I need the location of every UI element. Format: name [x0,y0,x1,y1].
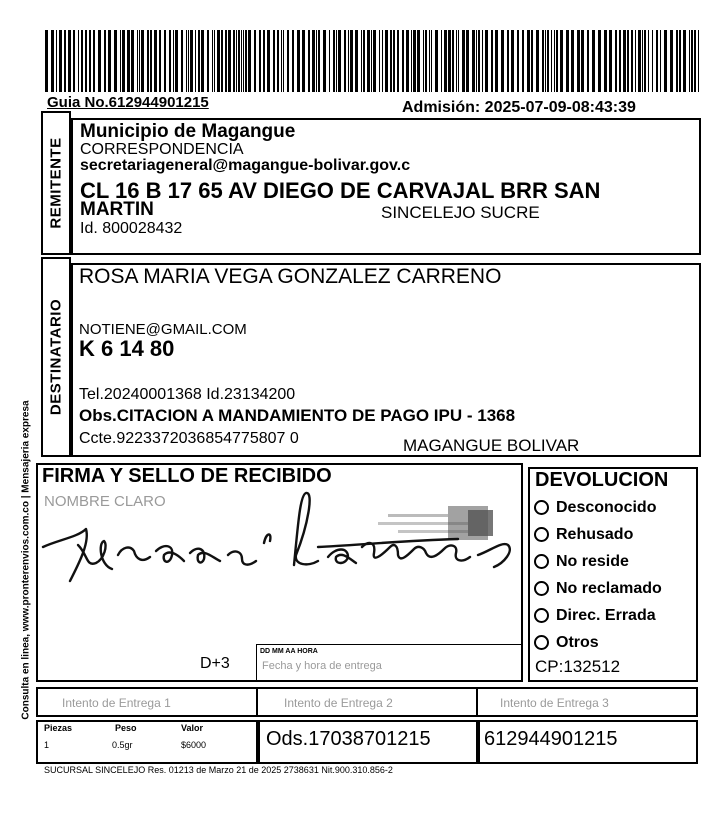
sender-name: Municipio de Magangue [80,121,296,142]
postal-code: CP:132512 [535,657,621,676]
recipient-city: MAGANGUE BOLIVAR [403,436,580,455]
barcode-bar [93,30,95,92]
barcode-bar [417,30,420,92]
barcode-bar [363,30,365,92]
sender-address-line2: MARTIN [80,199,154,220]
barcode-bar [604,30,607,92]
devolucion-title: DEVOLUCION [535,469,669,491]
barcode-bar [554,30,555,92]
barcode-bar [652,30,653,92]
barcode-bar [348,30,349,92]
barcode-bar [435,30,438,92]
barcode-bar [127,30,130,92]
barcode-bar [656,30,658,92]
barcode-bar [527,30,530,92]
barcode-bar [147,30,149,92]
barcode-bar [308,30,310,92]
barcode-bar [598,30,601,92]
barcode-bar [642,30,643,92]
barcode-bar [236,30,237,92]
barcode-bar [423,30,424,92]
barcode-bar [413,30,416,92]
barcode-bar [566,30,569,92]
barcode-bar [536,30,539,92]
barcode-bar [482,30,483,92]
sender-address-line1: CL 16 B 17 65 AV DIEGO DE CARVAJAL BRR SAN [80,178,601,203]
barcode-bar [243,30,244,92]
barcode-bar [660,30,661,92]
weight-header: Peso [115,723,137,733]
barcode-bar [238,30,240,92]
barcode-bar [551,30,552,92]
divider [256,687,258,717]
barcode-bar [648,30,649,92]
barcode-bar [531,30,533,92]
barcode-bar [402,30,404,92]
date-fields-label: DD MM AA HORA [260,648,318,655]
barcode-bar [406,30,409,92]
barcode-bar [245,30,247,92]
barcode-bar [120,30,121,92]
signature-title: FIRMA Y SELLO DE RECIBIDO [42,465,332,487]
barcode-bar [444,30,447,92]
attempt-1: Intento de Entrega 1 [62,696,171,710]
barcode-bar [297,30,300,92]
option-rehusado[interactable]: Rehusado [534,521,662,548]
barcode-bar [623,30,626,92]
barcode-bar [159,30,161,92]
barcode-bar [670,30,673,92]
barcode-bar [587,30,589,92]
barcode-bar [259,30,261,92]
barcode-bar [139,30,140,92]
barcode-bar [429,30,430,92]
barcode-bar [547,30,549,92]
barcode-bar [371,30,372,92]
barcode-bar [292,30,294,92]
barcode-bar [333,30,335,92]
barcode-bar [122,30,125,92]
radio-circle-icon [534,608,549,623]
barcode-bar [164,30,166,92]
attempt-2: Intento de Entrega 2 [284,696,393,710]
barcode-bar [425,30,427,92]
barcode-bar [68,30,71,92]
barcode-bar [207,30,209,92]
barcode-bar [316,30,317,92]
barcode-bar [201,30,204,92]
option-desconocido[interactable]: Desconocido [534,494,662,521]
d-plus-3: D+3 [200,655,230,672]
barcode-bar [485,30,488,92]
barcode-bar [679,30,681,92]
barcode-bar [190,30,193,92]
tracking-number: 612944901215 [484,728,618,750]
barcode-bar [336,30,337,92]
barcode-bar [64,30,66,92]
barcode-bar [212,30,213,92]
ods-number: Ods.17038701215 [266,728,431,750]
barcode-bar [458,30,459,92]
barcode-bar [85,30,87,92]
barcode-bar [273,30,275,92]
sender-email: secretariageneral@magangue-bolivar.gov.c [80,157,411,174]
value-header: Valor [181,723,204,733]
recipient-address: K 6 14 80 [79,336,175,361]
barcode-bar [173,30,174,92]
barcode-bar [431,30,432,92]
barcode-bar [638,30,641,92]
barcode-bar [581,30,584,92]
barcode-bar [382,30,383,92]
barcode-bar [393,30,395,92]
radio-circle-icon [534,554,549,569]
barcode-bar [344,30,346,92]
barcode-bar [312,30,315,92]
barcode-bar [350,30,353,92]
barcode-bar [501,30,504,92]
barcode-bar [491,30,493,92]
recipient-ccte: Ccte.9223372036854775807 0 [79,430,299,447]
barcode-bar [698,30,699,92]
barcode-bar [150,30,152,92]
handwritten-signature [38,485,528,600]
barcode-bar [108,30,111,92]
barcode-bar [592,30,595,92]
recipient-email: NOTIENE@GMAIL.COM [79,321,247,338]
barcode-bar [456,30,457,92]
barcode-bar [181,30,183,92]
barcode-bar [175,30,178,92]
recipient-tel-id: Tel.20240001368 Id.23134200 [79,386,296,403]
barcode-bar [329,30,330,92]
barcode-bar [323,30,326,92]
barcode-bar [131,30,134,92]
sender-section-label: REMITENTE [41,111,71,255]
option-no-reside[interactable]: No reside [534,548,662,575]
barcode-bar [45,30,48,92]
barcode-bar [367,30,370,92]
pieces-value: 1 [44,740,50,750]
recipient-name: ROSA MARIA VEGA GONZALEZ CARRENO [79,265,502,288]
barcode-bar [78,30,79,92]
barcode-bar [98,30,101,92]
barcode-bar [59,30,62,92]
barcode-bar [233,30,235,92]
barcode-bar [302,30,305,92]
attempt-3: Intento de Entrega 3 [500,696,609,710]
barcode-bar [195,30,196,92]
option-otros[interactable]: Otros [534,629,662,656]
barcode-bar [556,30,558,92]
barcode-bar [397,30,399,92]
declared-value: $6000 [181,740,207,750]
barcode-bar [689,30,690,92]
barcode-bar [355,30,358,92]
barcode-bar [73,30,75,92]
barcode-bar [186,30,187,92]
barcode-bar [373,30,376,92]
barcode-bar [104,30,106,92]
barcode-bar [379,30,380,92]
barcode-bar [283,30,284,92]
barcode-bar [472,30,475,92]
barcode-bar [254,30,256,92]
barcode-bar [263,30,265,92]
barcode-bar [137,30,138,92]
guide-number: Guia No.612944901215 [47,94,209,111]
barcode-bar [478,30,480,92]
barcode-bar [154,30,157,92]
sender-city: SINCELEJO SUCRE [381,203,540,222]
barcode-bar [571,30,574,92]
barcode-bar [81,30,83,92]
barcode-bar [318,30,320,92]
pieces-header: Piezas [44,723,73,733]
barcode-bar [615,30,617,92]
barcode-bar [462,30,465,92]
barcode-bar [411,30,412,92]
barcode-bar [441,30,442,92]
barcode-bar [385,30,388,92]
barcode-bar [577,30,580,92]
barcode-bar [545,30,546,92]
barcode-bar [198,30,200,92]
option-no-reclamado[interactable]: No reclamado [534,575,662,602]
barcode-bar [627,30,629,92]
admission-date: Admisión: 2025-07-09-08:43:39 [402,99,636,116]
barcode-bar [448,30,451,92]
barcode-bar [221,30,223,92]
barcode-bar [495,30,498,92]
barcode-bar [114,30,117,92]
barcode-bar [560,30,563,92]
barcode-bar [228,30,231,92]
barcode-bar [631,30,633,92]
barcode-bar [644,30,646,92]
barcode-bar [476,30,477,92]
barcode-bar [683,30,686,92]
delivery-date-caption: Fecha y hora de entrega [262,660,382,672]
barcode-bar [287,30,289,92]
radio-circle-icon [534,500,549,515]
weight-value: 0.5gr [112,740,133,750]
barcode-bar [511,30,514,92]
sender-type: CORRESPONDENCIA [80,141,244,158]
barcode-bar [691,30,693,92]
barcode-bar [635,30,636,92]
barcode-bar [542,30,544,92]
barcode-bar [248,30,251,92]
barcode-bar [694,30,696,92]
divider [476,687,478,717]
footer-text: SUCURSAL SINCELEJO Res. 01213 de Marzo 21 de 2025 2738631 Nit.900.310.856-2 [44,765,393,775]
barcode-bar [225,30,227,92]
barcode-bar [619,30,621,92]
barcode-bar [361,30,362,92]
barcode-bar [281,30,282,92]
radio-circle-icon [534,635,549,650]
barcode-bar [214,30,215,92]
recipient-observation: Obs.CITACION A MANDAMIENTO DE PAGO IPU - 1368 [79,406,516,425]
barcode-bar [390,30,392,92]
sender-id: Id. 800028432 [80,220,183,237]
option-direc-errada[interactable]: Direc. Errada [534,602,662,629]
barcode [45,30,705,92]
barcode-bar [56,30,57,92]
barcode-bar [676,30,678,92]
barcode-bar [89,30,91,92]
barcode-bar [452,30,454,92]
barcode-bar [267,30,270,92]
name-label: NOMBRE CLARO [44,493,166,510]
devolucion-options [534,494,662,656]
radio-circle-icon [534,581,549,596]
barcode-bar [609,30,612,92]
barcode-bar [241,30,242,92]
barcode-bar [51,30,54,92]
barcode-bar [169,30,171,92]
recipient-section-label: DESTINATARIO [41,257,71,457]
radio-circle-icon [534,527,549,542]
barcode-bar [507,30,509,92]
barcode-bar [522,30,524,92]
barcode-bar [141,30,144,92]
barcode-bar [517,30,519,92]
barcode-bar [466,30,469,92]
barcode-bar [277,30,279,92]
barcode-bar [338,30,341,92]
barcode-bar [217,30,220,92]
barcode-bar [664,30,667,92]
barcode-bar [188,30,189,92]
